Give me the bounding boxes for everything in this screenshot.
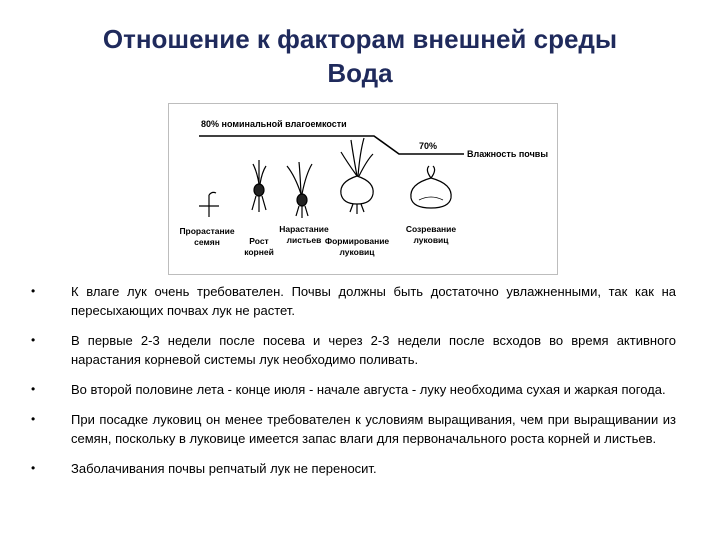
bullet-text: Заболачивания почвы репчатый лук не переносит. (71, 461, 377, 476)
bullet-text: К влаге лук очень требователен. Почвы должны быть достаточно увлажненными, так как на пересыхающих почвах лук не растет. (71, 284, 676, 318)
rooting-sprout-icon (252, 160, 266, 212)
stage-3-label-line-1: Нарастание (279, 224, 329, 234)
list-item: • Заболачивания почвы репчатый лук не переносит. (31, 461, 377, 476)
soil-moisture-label: Влажность почвы (467, 149, 549, 159)
stage-2-label-line-2: корней (244, 247, 274, 257)
stage-3-label-line-2: листьев (286, 235, 322, 245)
moisture-70-label: 70% (419, 141, 438, 151)
list-item: • Во второй половине лета - конце июля - начале августа - луку необходима сухая и жаркая погода. (31, 382, 666, 397)
stage-2-label-line-1: Рост (249, 236, 269, 246)
bullet-text: В первые 2-3 недели после посева и через 2-3 недели после всходов во время активного нарастания корневой системы лук необходимо поливать. (71, 333, 676, 367)
leafing-sprout-icon (287, 162, 312, 218)
bullet-text: При посадке луковиц он менее требователен к условиям выращивания, чем при выращивании из семян, поскольку в луковице имеется запас влаги для первоначального роста корней и листьев. (71, 412, 676, 446)
stage-4-label-line-1: Формирование (324, 236, 390, 246)
stage-5-label-line-2: луковиц (413, 235, 449, 245)
moisture-80-label: 80% номинальной влагоемкости (201, 119, 347, 129)
onion-moisture-diagram (168, 103, 558, 275)
germinating-seed-icon (199, 192, 219, 217)
stage-1-label-line-1: Прорастание (179, 226, 235, 236)
slide-title-line-1: Отношение к факторам внешней среды (102, 24, 618, 54)
stage-4-label-line-2: луковиц (339, 247, 375, 257)
slide-title-line-2: Вода (327, 58, 393, 88)
slide-title (0, 22, 720, 90)
mature-bulb-icon (411, 166, 451, 208)
list-item: • При посадке луковиц он менее требователен к условиям выращивания, чем при выращивании из семян, поскольку в луковице имеется запас влаги для первоначального роста корней и листьев. (31, 412, 676, 446)
stage-5-label-line-1: Созревание (405, 224, 457, 234)
list-item: • В первые 2-3 недели после посева и через 2-3 недели после всходов во время активного нарастания корневой системы лук необходимо поливать. (31, 333, 676, 367)
bullet-text: Во второй половине лета - конце июля - начале августа - луку необходима сухая и жаркая погода. (71, 382, 666, 397)
forming-bulb-icon (341, 138, 373, 214)
stage-1-label-line-2: семян (194, 237, 220, 247)
list-item: • К влаге лук очень требователен. Почвы должны быть достаточно увлажненными, так как на пересыхающих почвах лук не растет. (31, 284, 676, 318)
bullet-list (28, 282, 676, 489)
